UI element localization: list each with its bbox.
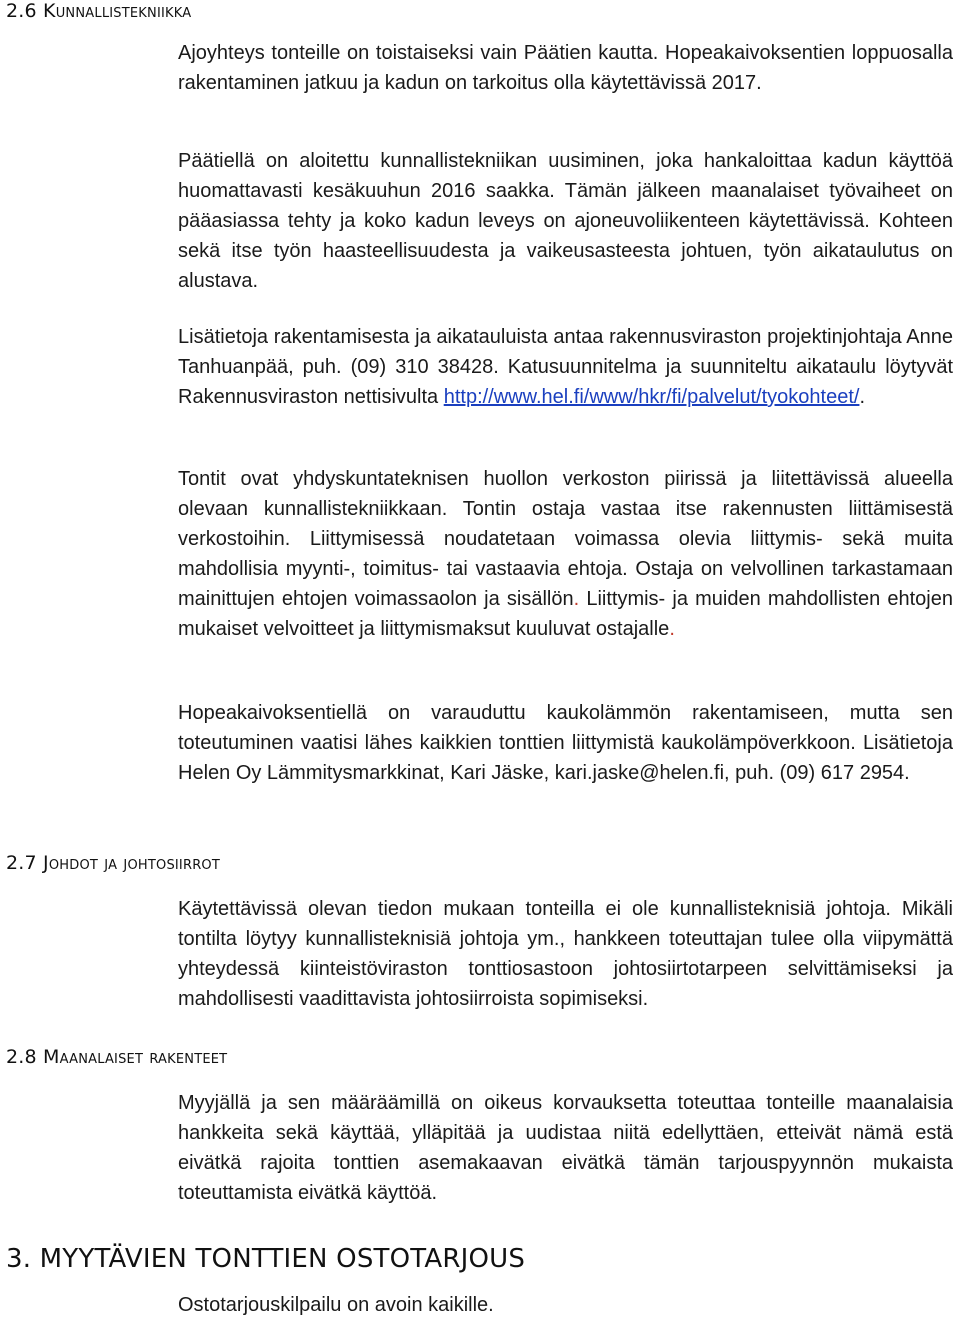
paragraph-district-heating: Hopeakaivoksentiellä on varauduttu kaukolämmön rakentamiseen, mutta sen toteutuminen vaatisi lähes kaikkien tonttien liittymistä kaukolämpöverkkoon. Lisätietoja Helen Oy Lämmitysmarkkinat, Kari Jäske, kari.jaske@helen.fi, puh. (09) 617 2954. (178, 702, 953, 784)
section-heading-3: 3. MYYTÄVIEN TONTTIEN OSTOTARJOUS (6, 1244, 526, 1274)
paragraph-open-competition: Ostotarjouskilpailu on avoin kaikille. (178, 1294, 494, 1316)
section-heading-2-7: 2.7 Johdot ja johtosiirrot (6, 852, 221, 874)
paragraph-access-road: Ajoyhteys tonteille on toistaiseksi vain Päätien kautta. Hopeakaivoksentien loppuosalla rakentaminen jatkuu ja kadun on tarkoitus olla käytettävissä 2017. (178, 42, 953, 94)
paragraph-cable-relocations: Käytettävissä olevan tiedon mukaan tonteilla ei ole kunnallisteknisiä johtoja. Mikäli tontilta löytyy kunnallisteknisiä johtoja ym., hankkeen toteuttajan tulee olla viipymättä yhteydessä kiinteistöviraston tonttiosastoon johtosiirtotarpeen selvittämiseksi ja mahdollisesti vaadittavista johtosiirroista sopimiseksi. (178, 898, 953, 1010)
paragraph-underground-structures: Myyjällä ja sen määräämillä on oikeus korvauksetta toteuttaa tonteille maanalaisia hankkeita sekä käyttää, ylläpitää ja uudistaa niitä edellyttäen, etteivät nämä estä eivätkä rajoita tonttien asemakaavan eivätkä tämän tarjouspyynnön mukaista toteuttamista eivätkä käyttöä. (178, 1092, 953, 1204)
section-heading-2-8: 2.8 Maanalaiset rakenteet (6, 1046, 228, 1068)
utility-text-b: Liittymis- ja muiden mahdollisten ehtojen mukaiset velvoitteet ja liittymismaksut kuuluvat ostajalle (178, 588, 953, 640)
section-heading-2-6: 2.6 Kunnallistekniikka (6, 0, 192, 22)
more-info-text: Lisätietoja rakentamisesta ja aikatauluista antaa rakennusviraston projektinjohtaja Anne Tanhuanpää, puh. (09) 310 38428. Katusuunnitelma ja suunniteltu aikataulu löytyvät Rakennusviraston nettisivulta (178, 326, 953, 408)
utility-text-a: Tontit ovat yhdyskuntateknisen huollon verkoston piirissä ja liitettävissä alueella olevaan kunnallistekniikkaan. Tontin ostaja vastaa itse rakennusten liittämisestä verkostoihin. Liittymisessä noudatetaan voimassa olevia liittymis- sekä muita mahdollisia myynti-, toimitus- tai vastaavia ehtoja. Ostaja on velvollinen tarkastamaan mainittujen ehtojen voimassaolon ja sisällön (178, 468, 953, 610)
utility-red-dot-1: . (573, 588, 580, 610)
paragraph-more-info (178, 322, 953, 412)
more-info-end: . (859, 386, 865, 408)
utility-red-dot-2: . (669, 618, 675, 640)
rakennusvirasto-link[interactable]: http://www.hel.fi/www/hkr/fi/palvelut/tyokohteet/ (443, 386, 860, 408)
paragraph-utility-connections (178, 464, 953, 644)
paragraph-paatie-works: Päätiellä on aloitettu kunnallistekniikan uusiminen, joka hankaloittaa kadun käyttöä huomattavasti kesäkuuhun 2016 saakka. Tämän jälkeen maanalaiset työvaiheet on pääasiassa tehty ja koko kadun leveys on ajoneuvoliikenteen käytettävissä. Kohteen sekä itse työn haasteellisuudesta ja vaikeusasteesta johtuen, työn aikataulutus on alustava. (178, 150, 953, 292)
